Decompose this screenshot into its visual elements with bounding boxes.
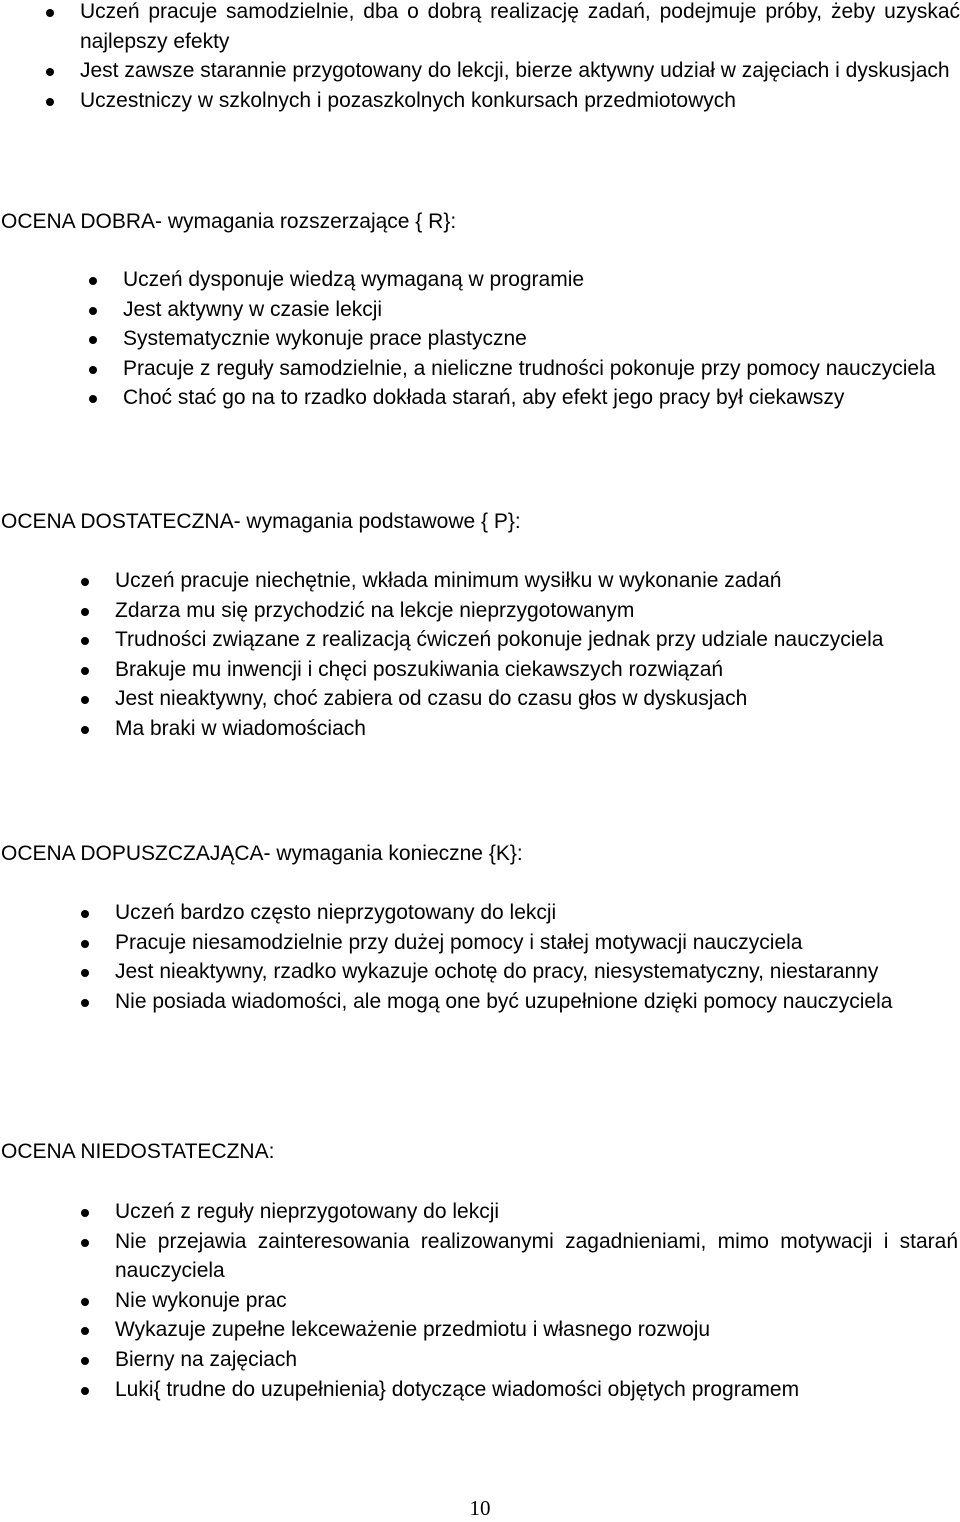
list-item: Uczeń z reguły nieprzygotowany do lekcji <box>0 1197 960 1227</box>
list-item: Nie posiada wiadomości, ale mogą one być uzupełnione dzięki pomocy nauczyciela <box>0 987 960 1017</box>
list-item: Pracuje niesamodzielnie przy dużej pomocy i stałej motywacji nauczyciela <box>0 928 960 958</box>
section-heading-dopuszczajaca: OCENA DOPUSZCZAJĄCA- wymagania konieczne {K}: <box>1 842 523 865</box>
bullet-icon <box>81 578 89 586</box>
top-criteria-list <box>0 0 960 115</box>
bullet-icon <box>81 608 89 616</box>
bullet-icon <box>81 1327 89 1335</box>
list-item: Nie przejawia zainteresowania realizowanymi zagadnieniami, mimo motywacji i starań nauczyciela <box>0 1227 960 1286</box>
bullet-icon <box>81 637 89 645</box>
list-item: Brakuje mu inwencji i chęci poszukiwania ciekawszych rozwiązań <box>0 655 960 685</box>
bullet-icon <box>46 98 54 106</box>
bullet-icon <box>81 1387 89 1395</box>
bullet-icon <box>89 336 97 344</box>
list-item: Trudności związane z realizacją ćwiczeń pokonuje jednak przy udziale nauczyciela <box>0 625 960 655</box>
bullet-icon <box>81 940 89 948</box>
criteria-list-niedostateczna <box>0 1197 960 1404</box>
section-heading-niedostateczna: OCENA NIEDOSTATECZNA: <box>1 1140 275 1163</box>
list-item: Nie wykonuje prac <box>0 1286 960 1316</box>
list-item: Uczeń pracuje niechętnie, wkłada minimum wysiłku w wykonanie zadań <box>0 566 960 596</box>
list-item: Zdarza mu się przychodzić na lekcje nieprzygotowanym <box>0 596 960 626</box>
list-item: Jest nieaktywny, rzadko wykazuje ochotę do pracy, niesystematyczny, niestaranny <box>0 957 960 987</box>
list-item: Uczeń bardzo często nieprzygotowany do lekcji <box>0 898 960 928</box>
list-item: Uczestniczy w szkolnych i pozaszkolnych konkursach przedmiotowych <box>0 86 960 116</box>
list-item: Pracuje z reguły samodzielnie, a nieliczne trudności pokonuje przy pomocy nauczyciela <box>0 354 960 384</box>
list-item: Jest aktywny w czasie lekcji <box>0 295 960 325</box>
bullet-icon <box>81 726 89 734</box>
list-item: Jest nieaktywny, choć zabiera od czasu do czasu głos w dyskusjach <box>0 684 960 714</box>
bullet-icon <box>81 696 89 704</box>
list-item: Luki{ trudne do uzupełnienia} dotyczące wiadomości objętych programem <box>0 1375 960 1405</box>
list-item: Choć stać go na to rzadko dokłada starań, aby efekt jego pracy był ciekawszy <box>0 383 960 413</box>
criteria-list-dopuszczajaca <box>0 898 960 1016</box>
bullet-icon <box>81 1209 89 1217</box>
section-heading-dostateczna: OCENA DOSTATECZNA- wymagania podstawowe { P}: <box>1 510 521 533</box>
list-item: Wykazuje zupełne lekceważenie przedmiotu i własnego rozwoju <box>0 1315 960 1345</box>
list-item: Jest zawsze starannie przygotowany do lekcji, bierze aktywny udział w zajęciach i dyskusjach <box>0 56 960 86</box>
list-item: Ma braki w wiadomościach <box>0 714 960 744</box>
list-item: Uczeń pracuje samodzielnie, dba o dobrą realizację zadań, podejmuje próby, żeby uzyskać najlepszy efekty <box>0 0 960 56</box>
bullet-icon <box>81 999 89 1007</box>
bullet-icon <box>89 307 97 315</box>
page-number: 10 <box>469 1496 491 1520</box>
bullet-icon <box>81 667 89 675</box>
bullet-icon <box>89 395 97 403</box>
list-item: Uczeń dysponuje wiedzą wymaganą w programie <box>0 265 960 295</box>
bullet-icon <box>81 1298 89 1306</box>
criteria-list-dostateczna <box>0 566 960 744</box>
section-heading-dobra: OCENA DOBRA- wymagania rozszerzające { R}: <box>1 210 457 233</box>
bullet-icon <box>81 910 89 918</box>
bullet-icon <box>81 1239 89 1247</box>
bullet-icon <box>89 277 97 285</box>
list-item: Bierny na zajęciach <box>0 1345 960 1375</box>
bullet-icon <box>89 366 97 374</box>
bullet-icon <box>81 969 89 977</box>
list-item: Systematycznie wykonuje prace plastyczne <box>0 324 960 354</box>
criteria-list-dobra <box>0 265 960 413</box>
bullet-icon <box>46 9 54 17</box>
bullet-icon <box>46 68 54 76</box>
bullet-icon <box>81 1357 89 1365</box>
